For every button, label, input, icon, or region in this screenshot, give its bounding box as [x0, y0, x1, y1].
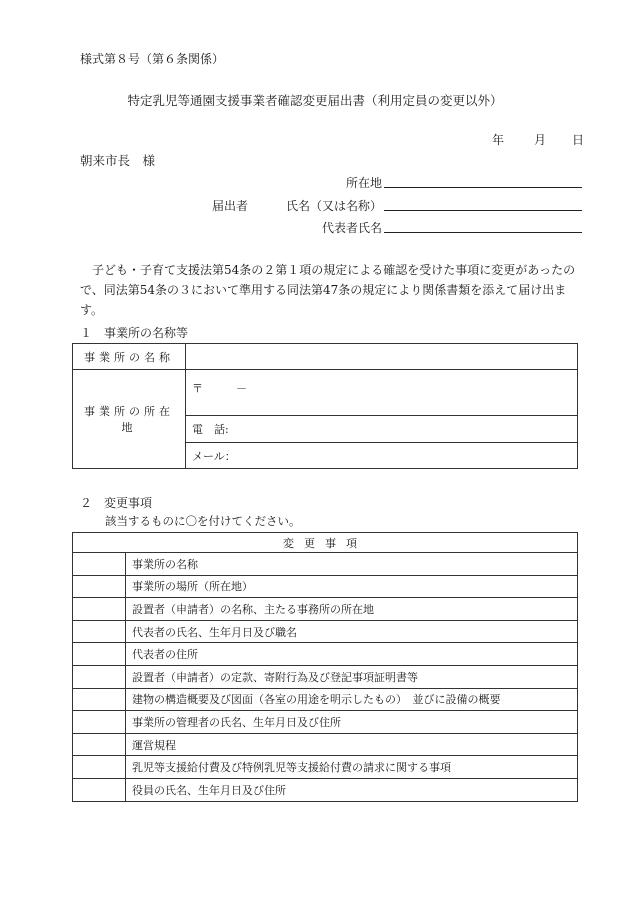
check-cell[interactable] — [73, 643, 126, 666]
check-cell[interactable] — [73, 733, 126, 756]
check-cell[interactable] — [73, 598, 126, 621]
check-cell[interactable] — [73, 665, 126, 688]
office-name-cell[interactable] — [186, 344, 578, 370]
table-row — [73, 643, 578, 666]
check-cell[interactable] — [73, 756, 126, 779]
change-item: 事業所の管理者の氏名、生年月日及び住所 — [126, 711, 578, 734]
check-cell[interactable] — [73, 553, 126, 576]
table-row — [73, 553, 578, 576]
table-row — [73, 688, 578, 711]
check-cell[interactable] — [73, 778, 126, 801]
email-label: メール： — [192, 449, 236, 463]
table-row — [73, 620, 578, 643]
table-row — [73, 575, 578, 598]
postal-label: 〒 － — [192, 382, 247, 395]
phone-cell[interactable] — [186, 416, 578, 443]
email-cell[interactable] — [186, 443, 578, 469]
section2-instruction: 該当するものに〇を付けてください。 — [105, 514, 301, 528]
change-item: 役員の氏名、生年月日及び住所 — [126, 778, 578, 801]
change-item: 事業所の場所（所在地） — [126, 575, 578, 598]
date-month-label: 月 — [534, 133, 547, 147]
check-cell[interactable] — [73, 711, 126, 734]
change-item: 設置者（申請者）の定款、寄附行為及び登記事項証明書等 — [126, 665, 578, 688]
phone-label: 電 話: — [192, 423, 229, 436]
change-item: 建物の構造概要及び図面（各室の用途を明示したもの） 並びに設備の概要 — [126, 688, 578, 711]
section2-heading: ２ 変更事項 — [80, 496, 153, 510]
document-title: 特定乳児等通園支援事業者確認変更届出書（利用定員の変更以外） — [127, 93, 503, 108]
name-label: 氏名（又は名称） — [285, 199, 382, 213]
office-name-label: 事業所の名称 — [73, 344, 186, 370]
notifier-group-label: 届出者 — [212, 199, 249, 213]
change-item: 設置者（申請者）の名称、主たる事務所の所在地 — [126, 598, 578, 621]
check-cell[interactable] — [73, 575, 126, 598]
change-item: 代表者の住所 — [126, 643, 578, 666]
name-field[interactable] — [384, 210, 582, 211]
change-item: 運営規程 — [126, 733, 578, 756]
table-row — [73, 711, 578, 734]
notice-paragraph: 子ども・子育て支援法第54条の２第１項の規定による確認を受けた事項に変更があったので、同法第54条の３において準用する同法第47条の規定により関係書類を添えて届け出ます。 — [80, 263, 576, 317]
change-item: 代表者の氏名、生年月日及び職名 — [126, 620, 578, 643]
table-row — [73, 598, 578, 621]
table-row — [73, 733, 578, 756]
date-year-label: 年 — [492, 133, 505, 147]
table-row — [73, 665, 578, 688]
table-row — [73, 756, 578, 779]
table-row — [73, 778, 578, 801]
addressee: 朝来市長 様 — [80, 153, 156, 168]
location-field[interactable] — [384, 187, 582, 188]
office-address-label: 事業所の所在地 — [73, 370, 186, 469]
location-label: 所在地 — [345, 176, 382, 190]
representative-label: 代表者氏名 — [321, 221, 382, 235]
representative-field[interactable] — [384, 232, 582, 233]
postal-cell[interactable] — [186, 370, 578, 416]
check-cell[interactable] — [73, 688, 126, 711]
section1-heading: １ 事業所の名称等 — [80, 326, 189, 340]
check-cell[interactable] — [73, 620, 126, 643]
office-info-table — [72, 343, 578, 469]
change-items-header: 変更事項 — [73, 533, 578, 553]
date-day-label: 日 — [572, 133, 585, 147]
change-item: 事業所の名称 — [126, 553, 578, 576]
change-items-table — [72, 532, 578, 802]
form-number: 様式第８号（第６条関係） — [80, 52, 225, 66]
change-item: 乳児等支援給付費及び特例乳児等支援給付費の請求に関する事項 — [126, 756, 578, 779]
